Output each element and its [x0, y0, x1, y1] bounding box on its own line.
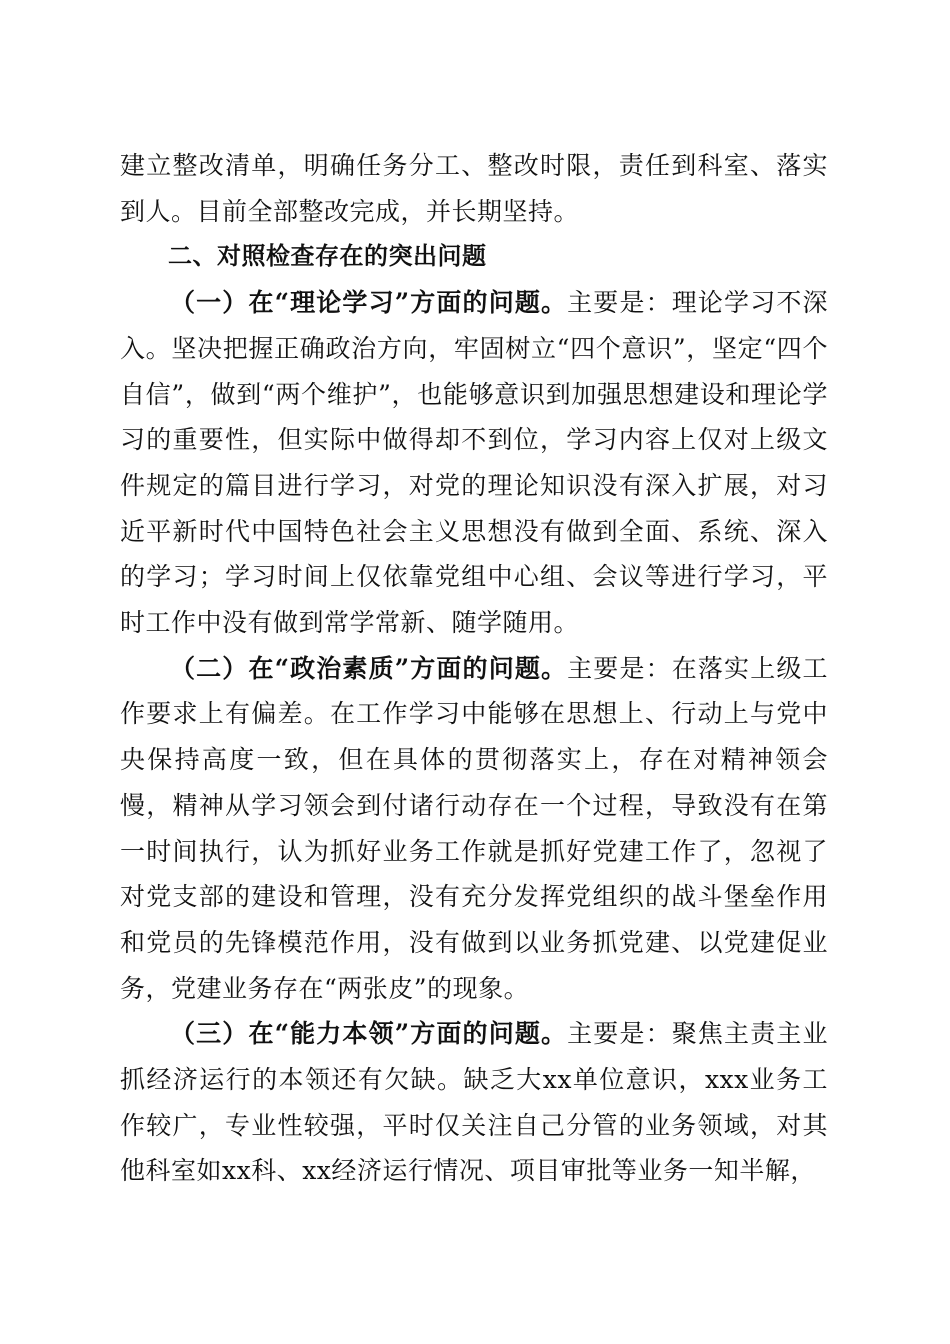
document-body — [120, 143, 828, 1194]
item-lead-1: （一）在“理论学习”方面的问题。 — [170, 288, 568, 318]
item-body-3: 主要是：聚焦主责主业抓经济运行的本领还有欠缺。缺乏大xx单位意识，xxx业务工作较广，专业性较强，平时仅关注自己分管的业务领域，对其他科室如xx科、xx经济运行情况、项目审批等业务一知半解， — [120, 1019, 828, 1186]
item-lead-2: （二）在“政治素质”方面的问题。 — [170, 653, 568, 683]
item-lead-3: （三）在“能力本领”方面的问题。 — [170, 1019, 568, 1049]
item-paragraph-1 — [120, 280, 828, 646]
intro-paragraph: 建立整改清单，明确任务分工、整改时限，责任到科室、落实到人。目前全部整改完成，并长期坚持。 — [120, 151, 828, 226]
item-body-1: 主要是：理论学习不深入。坚决把握正确政治方向，牢固树立“四个意识”，坚定“四个自信”，做到“两个维护”，也能够意识到加强思想建设和理论学习的重要性，但实际中做得却不到位，学习内容上仅对上级文件规定的篇目进行学习，对党的理论知识没有深入扩展，对习近平新时代中国特色社会主义思想没有做到全面、系统、深入的学习；学习时间上仅依靠党组中心组、会议等进行学习，平时工作中没有做到常学常新、随学随用。 — [120, 288, 828, 638]
item-paragraph-3 — [120, 1011, 828, 1194]
item-paragraph-2 — [120, 646, 828, 1012]
section-heading: 二、对照检查存在的突出问题 — [168, 242, 487, 271]
item-body-2: 主要是：在落实上级工作要求上有偏差。在工作学习中能够在思想上、行动上与党中央保持高度一致，但在具体的贯彻落实上，存在对精神领会慢，精神从学习领会到付诸行动存在一个过程，导致没有在第一时间执行，认为抓好业务工作就是抓好党建工作了，忽视了对党支部的建设和管理，没有充分发挥党组织的战斗堡垒作用和党员的先锋模范作用，没有做到以业务抓党建、以党建促业务，党建业务存在“两张皮”的现象。 — [120, 653, 828, 1003]
